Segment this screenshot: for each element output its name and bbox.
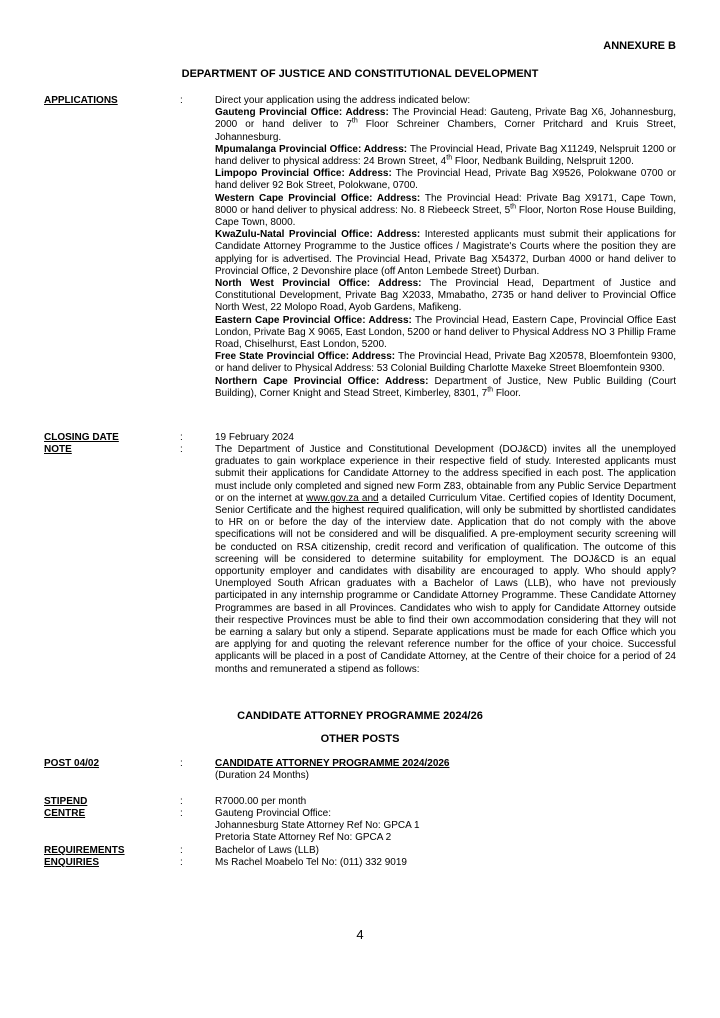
office-address	[215, 144, 676, 168]
office-details: The Provincial Head, Eastern Cape, Provincial Office East London, Private Bag X 9065, East London, 5200 or hand deliver to Physical Address NO 3 Phillip Frame Road, Chiselhurst, East London, 5200.	[215, 314, 676, 351]
stipend-value: R7000.00 per month	[215, 796, 307, 807]
centre-line: Johannesburg State Attorney Ref No: GPCA 1	[215, 820, 420, 832]
office-address	[215, 376, 676, 400]
office-name: Limpopo Provincial Office: Address:	[215, 168, 392, 180]
applications-body	[215, 95, 676, 400]
note-text-end: a detailed Curriculum Vitae. Certified copies of Identity Document, Senior Certificate and the highest required qualification, will only be submitted by shortlisted candidates to HR on or before the day of the interview date. Application that do not comply with the above specifications will not be considered and will be disqualified. A pre-employment security screening will be conducted on RSA citizenship, credit record and verification of qualification. The outcome of this screening will be considered to determine suitability for employment. The DOJ&CD is an equal opportunity employer and candidates with disability are encouraged to apply. Who should apply? Unemployed South African graduates with a Bachelor of Laws (LLB), who have not previously participated in any internship programme or Candidate Attorney Programme. These Candidate Attorney Programmes are based in all Provinces. Candidates who wish to apply for Candidate Attorney outside their respective Provinces must be able to find their own accommodation considering that they will not be earning a salary but only a stipend. Separate applications must be made for each Office which you are applying for and quoting the relevant reference number for the office of your choice. Successful applicants will be placed in a post of Candidate Attorney, at the Centre of their choice for a period of 24 months and remunerated a stipend as follows:	[215, 492, 676, 675]
centre-line: Pretoria State Attorney Ref No: GPCA 2	[215, 832, 392, 844]
office-details: The Provincial Head, Private Bag X20578, Bloemfontein 9300, or hand deliver to Physical Address: 53 Colonial Building Charlotte Maxeke Street Bloemfontein 9300.	[215, 351, 676, 375]
applications-label: APPLICATIONS	[44, 95, 118, 106]
post-body	[215, 758, 676, 782]
gov-za-link[interactable]: www.gov.za and	[306, 492, 379, 504]
centre-body	[215, 808, 676, 845]
enquiries-colon: :	[180, 857, 183, 868]
office-address	[215, 229, 676, 278]
office-details: Department of Justice, New Public Building (Court Building), Corner Knight and Stead Street, Kimberley, 8301, 7th Floor.	[215, 375, 676, 399]
office-list	[215, 107, 676, 400]
office-name: Northern Cape Provincial Office: Address:	[215, 375, 429, 387]
closing-date-label: CLOSING DATE	[44, 432, 119, 443]
office-details: The Provincial Head: Private Bag X9171, Cape Town, 8000 or hand deliver to physical address: No. 8 Riebeeck Street, 5th Floor, Norton Rose House Building, Cape Town, 8000.	[215, 192, 676, 229]
note-label: NOTE	[44, 444, 72, 455]
note-text-start: The Department of Justice and Constitutional Development (DOJ&CD) invites all the unemployed graduates to gain workplace experience in their respective field of study. Interested applicants must submit their applications for Candidate Attorney to the address specified in each post. The application must include only completed and signed new Form Z83, obtainable from any Public Service Department or on the internet at	[215, 444, 676, 504]
office-details: The Provincial Head, Private Bag X9526, Polokwane 0700 or hand deliver 92 Bok Street, Polokwane, 0700.	[215, 168, 676, 192]
note-body	[215, 444, 676, 676]
post-duration: (Duration 24 Months)	[215, 770, 309, 782]
applications-intro: Direct your application using the address indicated below:	[215, 95, 471, 106]
office-address	[215, 315, 676, 352]
department-title: DEPARTMENT OF JUSTICE AND CONSTITUTIONAL DEVELOPMENT	[181, 68, 539, 80]
post-title: CANDIDATE ATTORNEY PROGRAMME 2024/2026	[215, 758, 450, 769]
office-name: Gauteng Provincial Office: Address:	[215, 107, 389, 119]
enquiries-label: ENQUIRIES	[44, 857, 100, 868]
office-details: The Provincial Head: Gauteng, Private Bag X6, Johannesburg, 2000 or hand deliver to 7th Floor Schreiner Chambers, Corner Pritchard and Kruis Street, Johannesburg.	[215, 107, 676, 143]
office-details: The Provincial Head, Private Bag X11249, Nelspruit 1200 or hand deliver to physical address: 24 Brown Street, 4th Floor, Nedbank Building, Nelspruit 1200.	[215, 143, 676, 168]
office-details: Interested applicants must submit their applications for Candidate Attorney Programme to the Justice offices / Magistrate's Courts where the position they are applying for is advertised. The Provincial Head, Private Bag X54372, Durban 4000 or hand deliver to Provincial Office, 2 Devonshire place (off Anton Lembede Street) Durban.	[215, 229, 676, 277]
office-address	[215, 351, 676, 375]
closing-date-colon: :	[180, 432, 183, 443]
office-details: The Provincial Head, Department of Justice and Constitutional Development, Private Bag X2033, Mmabatho, 2735 or hand deliver to Provincial Office North West, 22 Molopo Road, Ayob Gardens, Mafikeng.	[215, 278, 676, 314]
centre-colon: :	[180, 808, 183, 819]
page-number: 4	[356, 927, 364, 942]
office-address	[215, 107, 676, 144]
centre-label: CENTRE	[44, 808, 86, 819]
note-colon: :	[180, 444, 183, 455]
office-name: Mpumalanga Provincial Office: Address:	[215, 143, 408, 155]
office-address	[215, 278, 676, 315]
post-colon: :	[180, 758, 183, 769]
post-label: POST 04/02	[44, 758, 100, 769]
office-name: KwaZulu-Natal Provincial Office: Address:	[215, 229, 421, 241]
stipend-colon: :	[180, 796, 183, 807]
stipend-label: STIPEND	[44, 796, 88, 807]
centre-line: Gauteng Provincial Office:	[215, 808, 331, 819]
requirements-value: Bachelor of Laws (LLB)	[215, 845, 319, 856]
other-posts-heading: OTHER POSTS	[320, 733, 400, 745]
annexure-label: ANNEXURE B	[603, 40, 676, 52]
office-address	[215, 168, 676, 192]
office-name: Western Cape Provincial Office: Address:	[215, 192, 421, 204]
programme-heading: CANDIDATE ATTORNEY PROGRAMME 2024/26	[237, 710, 483, 722]
office-name: Eastern Cape Provincial Office: Address:	[215, 314, 412, 326]
applications-colon: :	[180, 95, 183, 106]
office-name: North West Provincial Office: Address:	[215, 278, 422, 290]
office-name: Free State Provincial Office: Address:	[215, 351, 396, 363]
enquiries-value: Ms Rachel Moabelo Tel No: (011) 332 9019	[215, 857, 407, 868]
requirements-colon: :	[180, 845, 183, 856]
closing-date-value: 19 February 2024	[215, 432, 294, 443]
office-address	[215, 193, 676, 230]
requirements-label: REQUIREMENTS	[44, 845, 125, 856]
